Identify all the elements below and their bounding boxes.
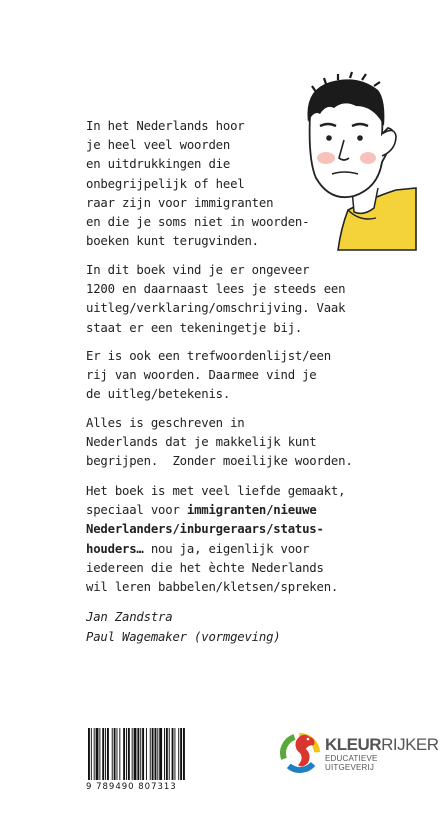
- text-line: en uitdrukkingen die: [86, 157, 231, 172]
- text-line: [86, 540, 416, 559]
- barcode-bar: [112, 728, 113, 780]
- barcode-bar: [137, 728, 139, 780]
- audience-paragraph: [86, 482, 416, 597]
- text-line: rij van woorden. Daarmee vind je: [86, 368, 317, 383]
- barcode-bar: [150, 728, 151, 780]
- barcode-bar: [102, 728, 104, 780]
- barcode-bar: [146, 728, 147, 780]
- barcode-bar: [157, 728, 158, 780]
- text-line: de uitleg/betekenis.: [86, 387, 231, 402]
- barcode-bar: [172, 728, 174, 780]
- text-line: iedereen die het èchte Nederlands: [86, 560, 324, 575]
- barcode-bar: [183, 728, 185, 780]
- text-line: begrijpen. Zonder moeilijke woorden.: [86, 454, 353, 469]
- barcode-bar: [107, 728, 109, 780]
- text-line: wil leren babbelen/kletsen/spreken.: [86, 580, 339, 595]
- publisher-logo: [282, 729, 439, 777]
- text-line: en die je soms niet in woorden-: [86, 215, 310, 230]
- isbn-barcode: [86, 728, 222, 790]
- text-line: Nederlands dat je makkelijk kunt: [86, 435, 317, 450]
- barcode-bars: [86, 728, 222, 782]
- author-name: Jan Zandstra: [86, 610, 173, 624]
- text-line: In dit boek vind je er ongeveer: [86, 263, 310, 277]
- barcode-bar: [123, 728, 125, 780]
- barcode-bar: [128, 728, 130, 780]
- barcode-bar: [152, 728, 154, 780]
- text-line: boeken kunt terugvinden.: [86, 234, 259, 249]
- barcode-bar: [178, 728, 179, 780]
- text-bold: houders…: [86, 541, 144, 556]
- text-line: [86, 501, 416, 520]
- barcode-bar: [174, 728, 175, 780]
- credits: [86, 607, 281, 647]
- text-line: 1200 en daarnaast lees je steeds een: [86, 282, 346, 297]
- text-line: Het boek is met veel liefde gemaakt,: [86, 484, 346, 498]
- isbn-number: 9 789490 807313: [86, 782, 177, 792]
- text-line: raar zijn voor immigranten: [86, 195, 274, 210]
- text-line: uitleg/verklaring/omschrijving. Vaak: [86, 301, 346, 316]
- content-paragraph: [86, 261, 416, 338]
- language-paragraph: [86, 414, 416, 472]
- barcode-bar: [166, 728, 168, 780]
- text-line: Er is ook een trefwoordenlijst/een: [86, 349, 331, 363]
- intro-paragraph: [86, 117, 416, 251]
- barcode-bar: [169, 728, 170, 780]
- barcode-bar: [99, 728, 100, 780]
- barcode-bar: [126, 728, 127, 780]
- text-line: Alles is geschreven in: [86, 416, 245, 430]
- barcode-bar: [119, 728, 120, 780]
- text-line: In het Nederlands hoor: [86, 119, 245, 133]
- publisher-name: KLEURRIJKER: [325, 735, 439, 754]
- publisher-subtitle: EDUCATIEVE UITGEVERIJ: [325, 754, 378, 772]
- barcode-bar: [114, 728, 116, 780]
- barcode-bar: [142, 728, 144, 780]
- barcode-bar: [132, 728, 133, 780]
- barcode-bar: [140, 728, 141, 780]
- text-normal: speciaal voor: [86, 503, 187, 518]
- barcode-bar: [91, 728, 92, 780]
- barcode-bar: [155, 728, 157, 780]
- text-normal: nou ja, eigenlijk voor: [143, 541, 310, 556]
- designer-name: Paul Wagemaker (vormgeving): [86, 630, 281, 644]
- barcode-bar: [180, 728, 182, 780]
- text-line-bold: Nederlanders/inburgeraars/status-: [86, 522, 324, 537]
- barcode-bar: [94, 728, 95, 780]
- barcode-bar: [117, 728, 118, 780]
- text-bold: immigranten/nieuwe: [186, 503, 317, 518]
- text-line: je heel veel woorden: [86, 138, 231, 153]
- barcode-bar: [105, 728, 106, 780]
- index-paragraph: [86, 347, 416, 405]
- barcode-bar: [96, 728, 99, 780]
- text-line: onbegrijpelijk of heel: [86, 176, 245, 191]
- barcode-bar: [88, 728, 90, 780]
- barcode-bar: [164, 728, 165, 780]
- kleurrijker-logo-icon: [282, 729, 326, 777]
- barcode-bar: [134, 728, 137, 780]
- barcode-bar: [159, 728, 162, 780]
- text-line: staat er een tekeningetje bij.: [86, 320, 303, 335]
